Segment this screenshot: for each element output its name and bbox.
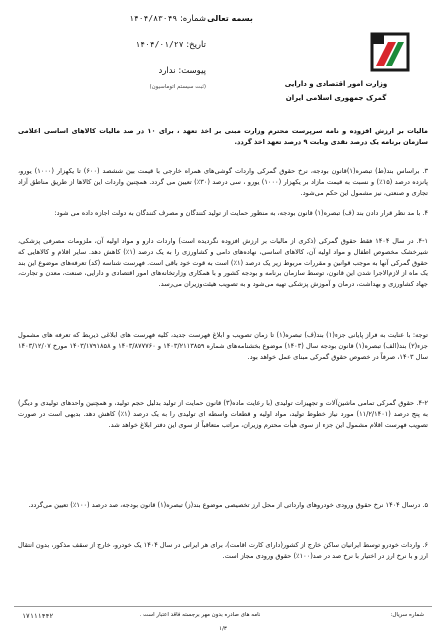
attachment-value: ندارد [158,66,176,76]
paragraph-3: ۳. براساس بند(ط) تبصره(۱)قانون بودجه، نرخ حقوق گمرکی واردات گوشی‌های همراه خارجی با قیمت بین ششصد (۶۰۰) تا یکهزار (۱۰۰۰) یورو، پانزده درصد (۱۵٪) و نسبت به قیمت مازاد بر یکهزار (۱۰۰۰) یورو ، سی درصد (۳۰٪) تعیین می گردد. همچنین واردات این کالاها از طریق مناطق آزاد تجاری و صنعتی، نیز مشمول این حکم می‌شود. [18,167,429,197]
paragraph-6: ۶. واردات خودرو توسط ایرانیان ساکن خارج از کشور(دارای کارت اقامت)، برای هر ایرانی در سال ۱۴۰۴ یک خودرو، خارج از سقف مذکور، بدون انتقال ارز و با نرخ ارز در اختیار با نرخ صد در صد(۱۰۰٪) حقوق ورودی مجاز است. [18,541,428,560]
customs-logo [366,28,414,76]
letter-date-label: تاریخ: [186,40,206,50]
attachment-label: پیوست: [178,66,206,76]
paragraph-4-1: ۴-۱. در سال ۱۴۰۴ فقط حقوق گمرکی (ذکری از مالیات بر ارزش افزوده نگردیده است) واردات دارو و مواد اولیه آن، ملزومات مصرفی پزشکی، شیرخشک مخصوص اطفال و مواد اولیه آن، کالاهای اساسی، نهاده‌های دامی و کشاورزی را به یک درصد (۱٪) کاهش دهد. سایر اقلام و کالاهایی که حقوق گمرکی آنها به موجب قوانین و مقررات مربوط زیر یک درصد (۱٪) است به قوت خود باقی است. فهرست شناسه (کد) تعرفه‌های موضوع این بند یک ماه از لازم‌الاجرا شدن این قانون، توسط سازمان برنامه و بودجه کشور و با همکاری وزارتخانه‌های امور اقتصادی و دارایی، صنعت، معدن و تجارت، جهاد کشاورزی و بهداشت، درمان و آموزش پزشکی تهیه می‌شود و به تصویب هیئت‌وزیران می‌رسد. [18,237,428,289]
system-note: (ثبت سیستم اتوماسیون) [149,84,206,90]
ministry-line-2: گمرک جمهوری اسلامی ایران [285,94,387,102]
basmala: بسمه تعالی [207,14,253,23]
paragraph-4: ۴. با مد نظر قرار دادن بند (ف) تبصره(۱) قانون بودجه، به منظور حمایت از تولید کنندگان و مصرف کنندگان به دولت اجازه داده می شود: [54,209,428,217]
letter-subject: مالیات بر ارزش افزوده و نامه سرپرست محترم وزارت مبنی بر اخذ تعهد ، برای ۱۰ در صد مالیات کالاهای اساسی اعلامی سازمان برنامه یک درصد نقدی وبابت ۹ درصد تعهد اخذ گردد. [18,127,428,146]
letter-date-row [26,40,206,50]
footer-code: ۱۷۱۱۱۴۴۲ [22,612,54,620]
letter-date-value: ۱۴۰۴/۰۱/۲۷ [135,40,184,49]
customs-logo-icon [366,28,414,76]
attachment-row [26,66,206,76]
letter-number-value: ۱۴۰۴/۸۳۰۴۹ [129,14,178,23]
footer-divider [14,606,432,607]
letter-number-row [26,14,206,24]
ministry-line-1: وزارت امور اقتصادی و دارایی [284,80,388,88]
footer-serial-label: شماره سریال: [390,612,424,618]
paragraph-5: ۵. درسال ۱۴۰۴ نرخ حقوق ورودی خودروهای وارداتی از محل ارز تخصیصی موضوع بند(ز) تبصره(۱) قانون بودجه، صد درصد (۱۰۰٪) تعیین می‌گردد. [28,501,428,509]
page-number: ۱/۳ [219,626,227,632]
footer-validity-note: نامه های صادره بدون مهر برجسته فاقد اعتبار است . [139,612,261,618]
paragraph-4-2: ۴-۲. حقوق گمرکی تمامی ماشین‌آلات و تجهیزات تولیدی (با رعایت ماده(۳) قانون حمایت از تولید بدلیل حجم تولید، و همچنین واحدهای تولیدی و دیگر) به پنج درصد (۱۱/۲/۱۴۰۱) مورد نیاز خطوط تولید، مواد اولیه و قطعات واسطه ای تولیدی را به یک درصد (۱٪) کاهش دهد. بدیهی است در صورت تصویب فهرست اقلام مشمول این جزء از سوی هیأت محترم وزیران، مراتب متعاقباً از سوی این دفتر ابلاغ خواهد شد. [18,399,428,429]
note-paragraph: توجه: با عنایت به فراز پایانی جزء(۱) بند(ف) تبصره(۱) تا زمان تصویب و ابلاغ فهرست جدید، کلیه فهرست های ابلاغی ذیربط که تعرفه های مشمول جزء(۲) بند(الف) تبصره(۱) قانون بودجه سال (۱۴۰۳) موضوع بخشنامه‌های شماره ۱۴۰۳/۲۱۱۳۸۵۹ و ۱۴۰۳/۸۷۷۷۶۰ و ۱۴۰۳/۱۷۹۱۸۵۸ مورخ ۱۴۰۳/۱۲/۰۷ سال ۱۴۰۳، صرفاً در خصوص حقوق گمرکی مبنای عمل خواهد بود. [18,331,428,361]
letter-number-label: شماره: [179,14,206,24]
